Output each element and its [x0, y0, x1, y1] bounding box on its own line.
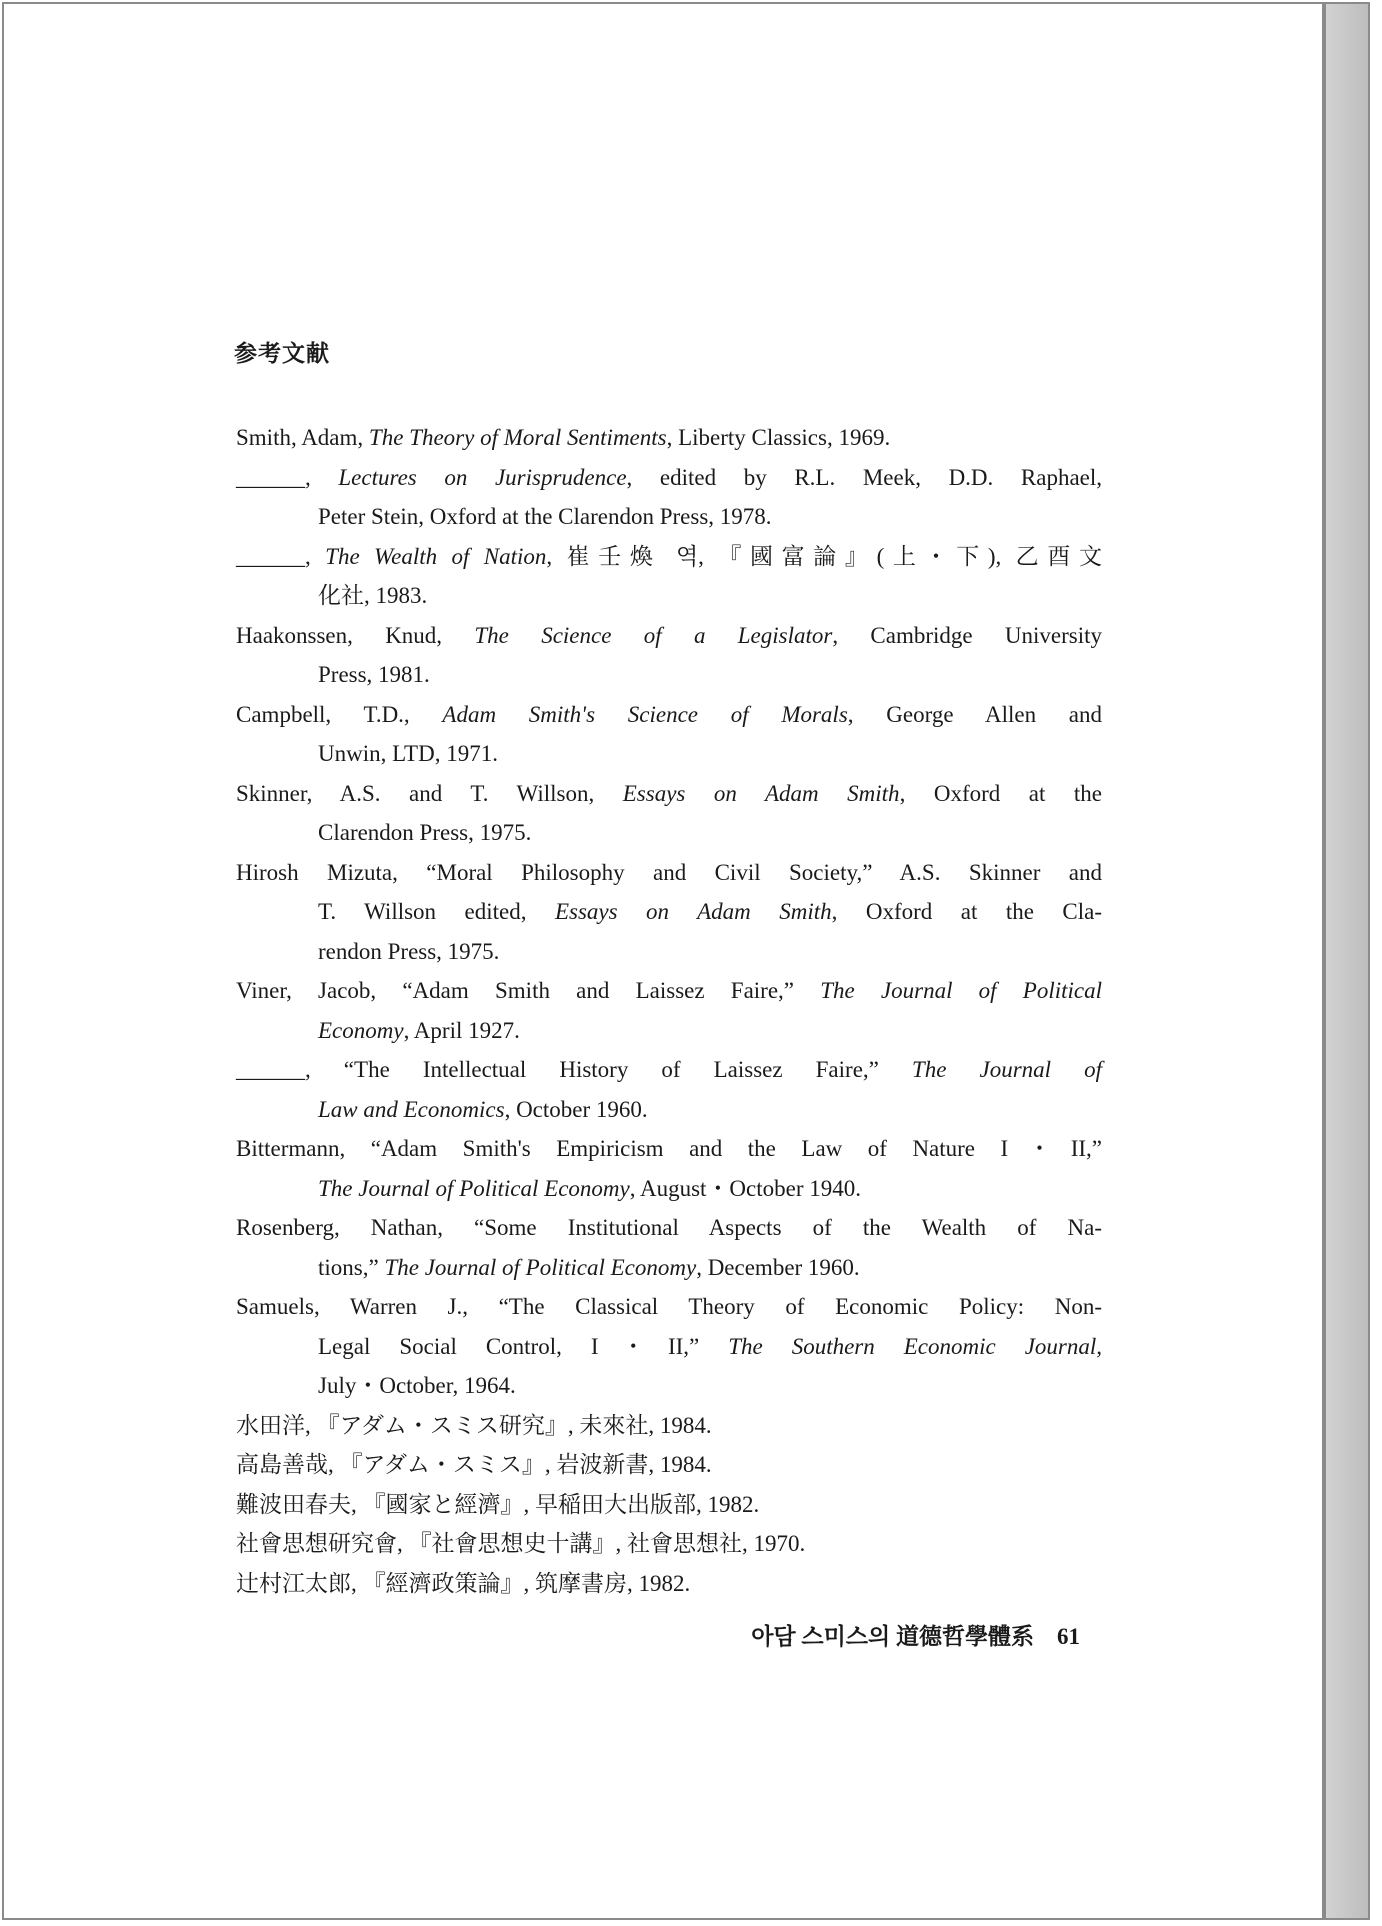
reference-text: 高島善哉, 『アダム・スミス』, 岩波新書, 1984. [236, 1452, 712, 1477]
reference-entry [236, 537, 1102, 616]
reference-line [236, 1366, 1102, 1406]
reference-text: , April 1927. [403, 1017, 520, 1043]
work-title: The Journal of Political Economy [384, 1254, 697, 1280]
reference-line [236, 1485, 1102, 1525]
reference-list [236, 418, 1102, 1603]
reference-text: rendon Press, 1975. [318, 938, 500, 964]
page-edge [1324, 2, 1370, 1920]
reference-line [236, 1208, 1102, 1248]
running-title: 아담 스미스의 道德哲學體系 [751, 1624, 1034, 1649]
reference-entry [236, 1287, 1102, 1406]
reference-line [236, 418, 1102, 458]
reference-line [236, 458, 1102, 498]
page-number: 61 [1057, 1624, 1080, 1649]
work-title: Lectures on Jurisprudence [338, 464, 627, 490]
reference-line [236, 695, 1102, 735]
reference-text: Viner, Jacob, “Adam Smith and Laissez Faire,” [236, 978, 821, 1003]
reference-line [236, 892, 1102, 932]
reference-line [236, 853, 1102, 893]
reference-entry [236, 853, 1102, 972]
reference-entry [236, 616, 1102, 695]
reference-text: Rosenberg, Nathan, “Some Institutional Aspects of the Wealth of Na- [236, 1215, 1102, 1240]
reference-text: Unwin, LTD, 1971. [318, 741, 498, 766]
work-title: The Science of a Legislator [474, 622, 833, 648]
reference-text: , October 1960. [504, 1096, 648, 1122]
reference-text: Press, 1981. [318, 662, 430, 687]
reference-line [236, 1248, 1102, 1288]
reference-entry [236, 418, 1102, 458]
reference-text: Campbell, T.D., [236, 701, 443, 727]
reference-text: , Oxford at the [899, 780, 1102, 806]
reference-text: , Cambridge University [832, 622, 1103, 648]
reference-text: Clarendon Press, 1975. [318, 820, 532, 845]
work-title: Law and Economics [318, 1096, 505, 1122]
reference-text: , Oxford at the Cla- [831, 899, 1102, 924]
work-title: The Journal of Political [820, 978, 1102, 1003]
reference-text: 化社, 1983. [318, 583, 428, 608]
reference-text: Samuels, Warren J., “The Classical Theory of Economic Policy: Non- [236, 1294, 1102, 1319]
reference-entry [236, 1406, 1102, 1446]
reference-text: 難波田春夫, 『國家と經濟』, 早稲田大出版部, 1982. [236, 1491, 760, 1517]
reference-entry [236, 1050, 1102, 1129]
reference-entry [236, 1445, 1102, 1485]
reference-line [236, 1445, 1102, 1485]
reference-text: , August・October 1940. [629, 1175, 861, 1201]
work-title: The Wealth of Nation [325, 543, 547, 569]
reference-text: Smith, Adam, [236, 425, 369, 450]
reference-text: 水田洋, 『アダム・スミス研究』, 未來社, 1984. [236, 1412, 712, 1438]
reference-text: , December 1960. [696, 1254, 860, 1280]
reference-text: July・October, 1964. [318, 1373, 516, 1398]
reference-entry [236, 1524, 1102, 1564]
work-title: The Southern Economic Journal, [728, 1333, 1102, 1359]
reference-text: Bittermann, “Adam Smith's Empiricism and the Law of Nature I・II,” [236, 1136, 1102, 1161]
reference-text: tions,” [318, 1254, 385, 1280]
reference-text: , 崔壬煥 역, 『國富論』(上・下), 乙酉文 [546, 543, 1102, 569]
reference-line [236, 1327, 1102, 1367]
reference-entry [236, 1564, 1102, 1604]
reference-entry [236, 1485, 1102, 1525]
reference-line [236, 1050, 1102, 1090]
work-title: Essays on Adam Smith [554, 899, 832, 924]
reference-line [236, 1090, 1102, 1130]
reference-text: , Liberty Classics, 1969. [666, 425, 891, 450]
reference-line [236, 734, 1102, 774]
reference-line [236, 1011, 1102, 1051]
reference-line [236, 971, 1102, 1011]
page-footer [700, 1618, 1080, 1651]
reference-text: ______, [236, 464, 339, 490]
reference-text: Peter Stein, Oxford at the Clarendon Press, 1978. [318, 504, 772, 529]
work-title: The Journal of Political Economy [318, 1175, 630, 1201]
work-title: Adam Smith's Science of Morals [442, 701, 848, 727]
reference-line [236, 1129, 1102, 1169]
reference-text: , George Allen and [847, 701, 1103, 727]
work-title: The Theory of Moral Sentiments [368, 425, 667, 450]
reference-line [236, 813, 1102, 853]
reference-entry [236, 1129, 1102, 1208]
reference-line [236, 576, 1102, 616]
work-title: Economy [318, 1017, 404, 1043]
reference-entry [236, 695, 1102, 774]
reference-text: 辻村江太郎, 『經濟政策論』, 筑摩書房, 1982. [236, 1570, 691, 1596]
reference-line [236, 932, 1102, 972]
reference-text: Legal Social Control, I・II,” [318, 1333, 729, 1359]
reference-text: Hirosh Mizuta, “Moral Philosophy and Civil Society,” A.S. Skinner and [236, 859, 1102, 885]
reference-text: T. Willson edited, [318, 899, 555, 924]
reference-line [236, 1169, 1102, 1209]
reference-entry [236, 971, 1102, 1050]
reference-entry [236, 458, 1102, 537]
reference-line [236, 774, 1102, 814]
reference-text: 社會思想研究會, 『社會思想史十講』, 社會思想社, 1970. [236, 1531, 806, 1556]
section-title: 参考文献 [234, 341, 330, 366]
reference-entry [236, 1208, 1102, 1287]
reference-text: Skinner, A.S. and T. Willson, [236, 780, 623, 806]
work-title: The Journal of [911, 1057, 1102, 1082]
reference-line [236, 1524, 1102, 1564]
reference-text: ______, [236, 543, 326, 569]
reference-text: , edited by R.L. Meek, D.D. Raphael, [626, 464, 1103, 490]
reference-line [236, 1287, 1102, 1327]
reference-text: ______, “The Intellectual History of Laissez Faire,” [236, 1057, 912, 1082]
reference-line [236, 497, 1102, 537]
reference-line [236, 537, 1102, 577]
reference-line [236, 655, 1102, 695]
reference-text: Haakonssen, Knud, [236, 622, 475, 648]
reference-entry [236, 774, 1102, 853]
work-title: Essays on Adam Smith [622, 780, 900, 806]
reference-line [236, 616, 1102, 656]
reference-line [236, 1406, 1102, 1446]
reference-line [236, 1564, 1102, 1604]
